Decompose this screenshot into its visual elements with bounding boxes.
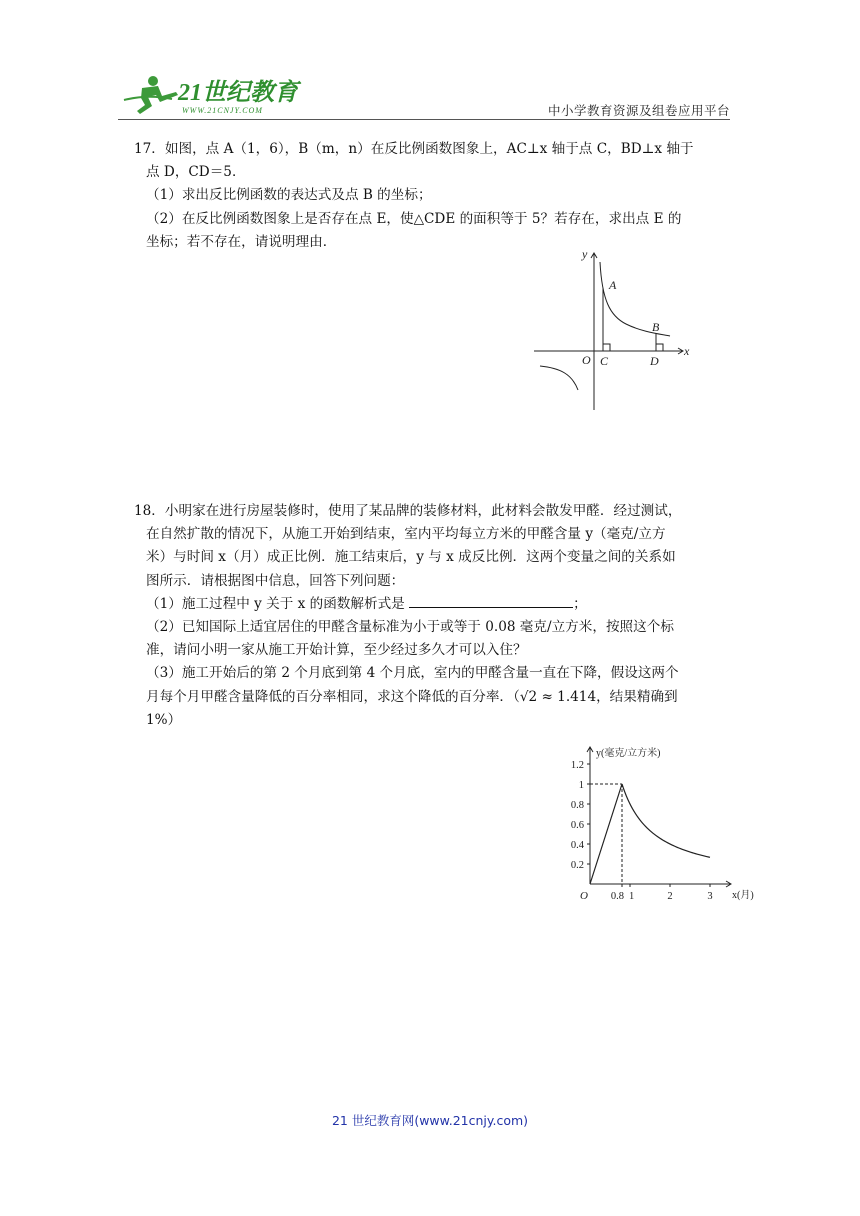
label-a: A (609, 278, 617, 292)
x-tick-label: 1 (629, 891, 635, 902)
problem-18-q3-2b: ≈ 1.414，结果精确到 (537, 688, 678, 705)
label-c: C (600, 354, 609, 368)
problem-17 (134, 138, 732, 254)
y-tick-label: 0.6 (570, 820, 584, 831)
problem-18-q2-2: 准，请问小明一家从施工开始计算，至少经过多久才可以入住？ (146, 642, 527, 659)
label-y: y (582, 247, 588, 261)
problem-18-q1-text: （1）施工过程中 y 关于 x 的函数解析式是 (146, 595, 405, 612)
label-b: B (652, 320, 660, 334)
right-angle-c (603, 344, 610, 351)
right-angle-d (656, 344, 663, 351)
y-tick-label: 0.4 (570, 840, 584, 851)
problem-18-q1 (134, 593, 732, 616)
label-origin: O (582, 353, 591, 367)
problem-17-stem-1: 17．如图，点 A（1，6），B（m，n）在反比例函数图象上，AC⊥x 轴于点 C，BD⊥x 轴于 (134, 141, 694, 157)
sqrt-two: √2 (519, 688, 538, 705)
figure-17-hyperbola (530, 240, 700, 416)
label-x: x (684, 344, 690, 358)
page-header (118, 66, 730, 120)
figure-18-formaldehyde-chart (560, 742, 770, 910)
header-divider (118, 119, 730, 120)
problem-17-q1: （1）求出反比例函数的表达式及点 B 的坐标； (146, 187, 432, 204)
problem-18-q3-2 (134, 686, 732, 709)
series-proportional-line (590, 784, 622, 884)
problem-18-stem-2: 在自然扩散的情况下，从施工开始到结束，室内平均每立方米的甲醛含量 y（毫克/立方 (146, 526, 666, 543)
series-inverse-curve (622, 784, 710, 857)
y-tick-label: 0.8 (570, 800, 584, 811)
problem-17-q2-1: （2）在反比例函数图象上是否存在点 E，使△CDE 的面积等于 5？若存在，求出点 E 的 (146, 210, 682, 227)
problem-18-q2-1: （2）已知国际上适宜居住的甲醛含量标准为小于或等于 0.08 毫克/立方米，按照这个标 (146, 619, 674, 636)
origin-label: O (580, 890, 588, 902)
x-tick-label: 2 (667, 891, 673, 902)
platform-title: 中小学教育资源及组卷应用平台 (547, 103, 730, 118)
logo-url: WWW.21CNJY.COM (182, 106, 263, 115)
problem-18 (134, 500, 732, 732)
y-tick-label: 1.2 (570, 760, 584, 771)
page-footer: 21 世纪教育网(www.21cnjy.com) (331, 1113, 529, 1128)
y-tick-label: 0.2 (570, 860, 584, 871)
problem-18-q3-3: 1%） (146, 711, 182, 728)
problem-17-stem-2: 点 D，CD＝5． (146, 164, 246, 181)
problem-18-q3-2a: 月每个月甲醛含量降低的百分率相同，求这个降低的百分率．（ (146, 688, 520, 705)
site-logo (118, 66, 318, 120)
logo-text: 21世纪教育 (178, 80, 298, 106)
hyperbola-branch-2 (540, 366, 578, 390)
x-tick-label: 3 (707, 891, 713, 902)
problem-18-stem-4: 图所示．请根据图中信息，回答下列问题： (146, 572, 405, 589)
problem-18-stem-1: 18．小明家在进行房屋装修时，使用了某品牌的装修材料，此材料会散发甲醛．经过测试， (134, 503, 682, 519)
hyperbola-branch-1 (600, 262, 670, 336)
problem-18-stem-3: 米）与时间 x（月）成正比例．施工结束后，y 与 x 成反比例．这两个变量之间的关系如 (146, 549, 676, 566)
x-tick-label: 0.8 (610, 891, 624, 902)
label-d: D (650, 354, 659, 368)
problem-18-q1-end: ； (573, 595, 587, 612)
y-tick-label: 1 (578, 780, 584, 791)
problem-17-q2-2: 坐标；若不存在，请说明理由． (146, 233, 337, 250)
answer-blank (409, 593, 573, 608)
y-axis-label: y(毫克/立方米) (596, 748, 661, 759)
x-axis-label: x(月) (732, 890, 754, 901)
problem-18-q3-1: （3）施工开始后的第 2 个月底到第 4 个月底，室内的甲醛含量一直在下降，假设这两个 (146, 665, 679, 682)
